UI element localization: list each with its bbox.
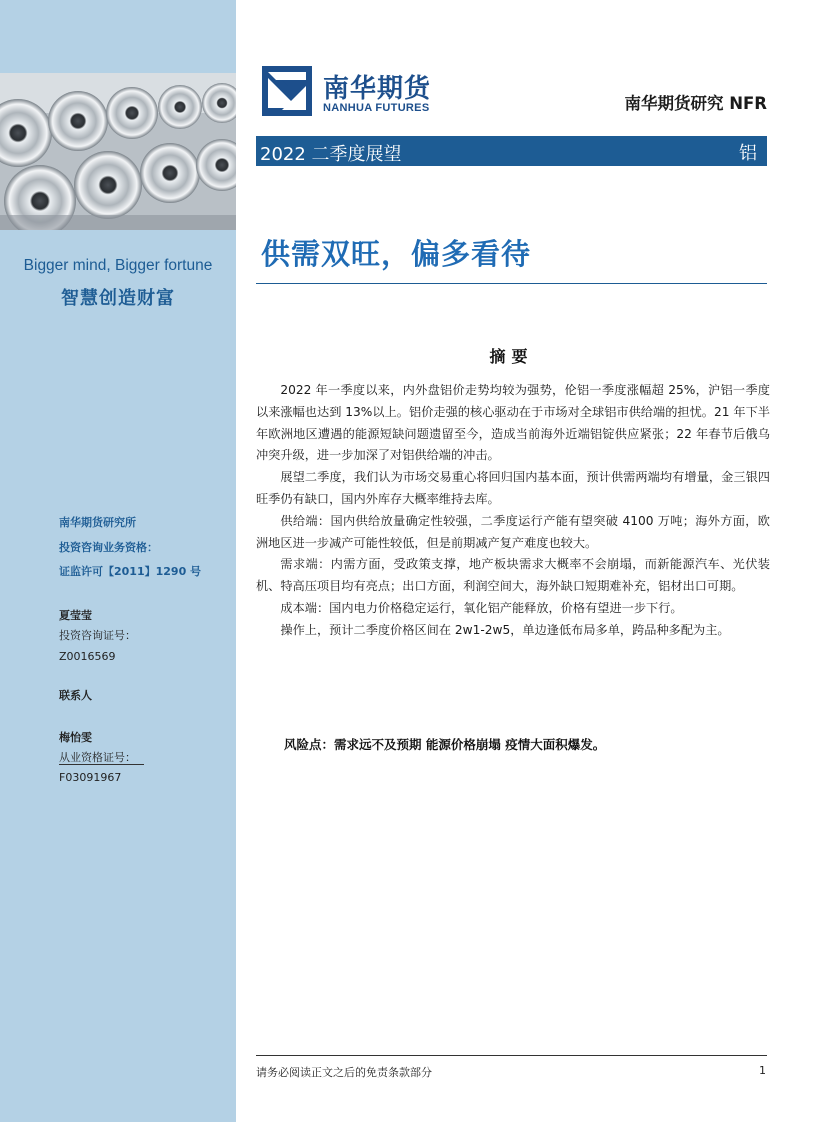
qualification-label: 投资咨询业务资格： — [59, 541, 158, 554]
aluminum-coils-photo — [0, 73, 236, 230]
brand-name-chinese: 南华期货 — [323, 74, 432, 104]
abstract-paragraph: 供给端：国内供给放量确定性较强，二季度运行产能有望突破 4100 万吨；海外方面，欧洲地区进一步减产可能性较低，但是前期减产复产难度也较大。 — [256, 513, 770, 550]
slogan-english: Bigger mind, Bigger fortune — [23, 257, 213, 274]
abstract-heading: 摘要 — [489, 347, 534, 366]
sidebar — [0, 0, 236, 1122]
title-divider — [256, 283, 767, 284]
commodity-name: 铝 — [739, 143, 757, 164]
contact-label: 联系人 — [59, 689, 92, 702]
license-number: 证监许可【2011】1290 号 — [59, 565, 202, 578]
page-number: 1 — [759, 1064, 766, 1077]
brand-name-english: NANHUA FUTURES — [323, 102, 430, 114]
abstract-paragraph: 展望二季度，我们认为市场交易重心将回归国内基本面，预计供需两端均有增量，金三银四旺季仍有缺口，国内外库存大概率维持去库。 — [256, 470, 770, 506]
abstract-paragraph: 操作上，预计二季度价格区间在 2w1-2w5，单边逢低布局多单，跨品种多配为主。 — [280, 622, 730, 637]
contact-cert-label — [59, 751, 144, 765]
contact-cert-label-text: 从业资格证号： — [59, 751, 144, 765]
contact-cert-number: F03091967 — [59, 771, 122, 784]
report-title: 供需双旺，偏多看待 — [261, 237, 532, 271]
author-name: 夏莹莹 — [59, 609, 92, 622]
abstract-paragraph: 需求端：内需方面，受政策支撑，地产板块需求大概率不会崩塌，而新能源汽车、光伏装机、特高压项目均有亮点；出口方面，利润空间大，海外缺口短期难补充，铝材出口可期。 — [256, 557, 770, 594]
abstract-body — [256, 380, 770, 642]
contact-name: 梅怡雯 — [59, 731, 92, 744]
footer-divider — [256, 1055, 767, 1056]
report-band — [256, 136, 767, 166]
nanhua-logo-icon — [262, 66, 312, 116]
risk-points: 风险点：需求远不及预期 能源价格崩塌 疫情大面积爆发。 — [284, 737, 606, 752]
author-cert-label: 投资咨询证号： — [59, 629, 136, 642]
slogan-chinese: 智慧创造财富 — [61, 288, 175, 309]
institute-name: 南华期货研究所 — [59, 516, 136, 529]
abstract-paragraph: 2022 年一季度以来，内外盘铝价走势均较为强势，伦铝一季度涨幅超 25%，沪铝一季度以来涨幅也达到 13%以上。铝价走强的核心驱动在于市场对全球铝市供给端的担忧。21 年下半年欧洲地区遭遇的能源短缺问题遗留至今，造成当前海外近端铝锭供应紧张；22 年春节后俄乌冲突升级，进一步加深了对铝供给端的冲击。 — [256, 383, 770, 463]
report-period: 2022 二季度展望 — [260, 144, 402, 165]
research-label: 南华期货研究 NFR — [624, 94, 767, 113]
author-cert-number: Z0016569 — [59, 650, 116, 663]
abstract-paragraph: 成本端：国内电力价格稳定运行，氧化铝产能释放，价格有望进一步下行。 — [280, 600, 683, 615]
disclaimer-note: 请务必阅读正文之后的免责条款部分 — [256, 1066, 432, 1079]
